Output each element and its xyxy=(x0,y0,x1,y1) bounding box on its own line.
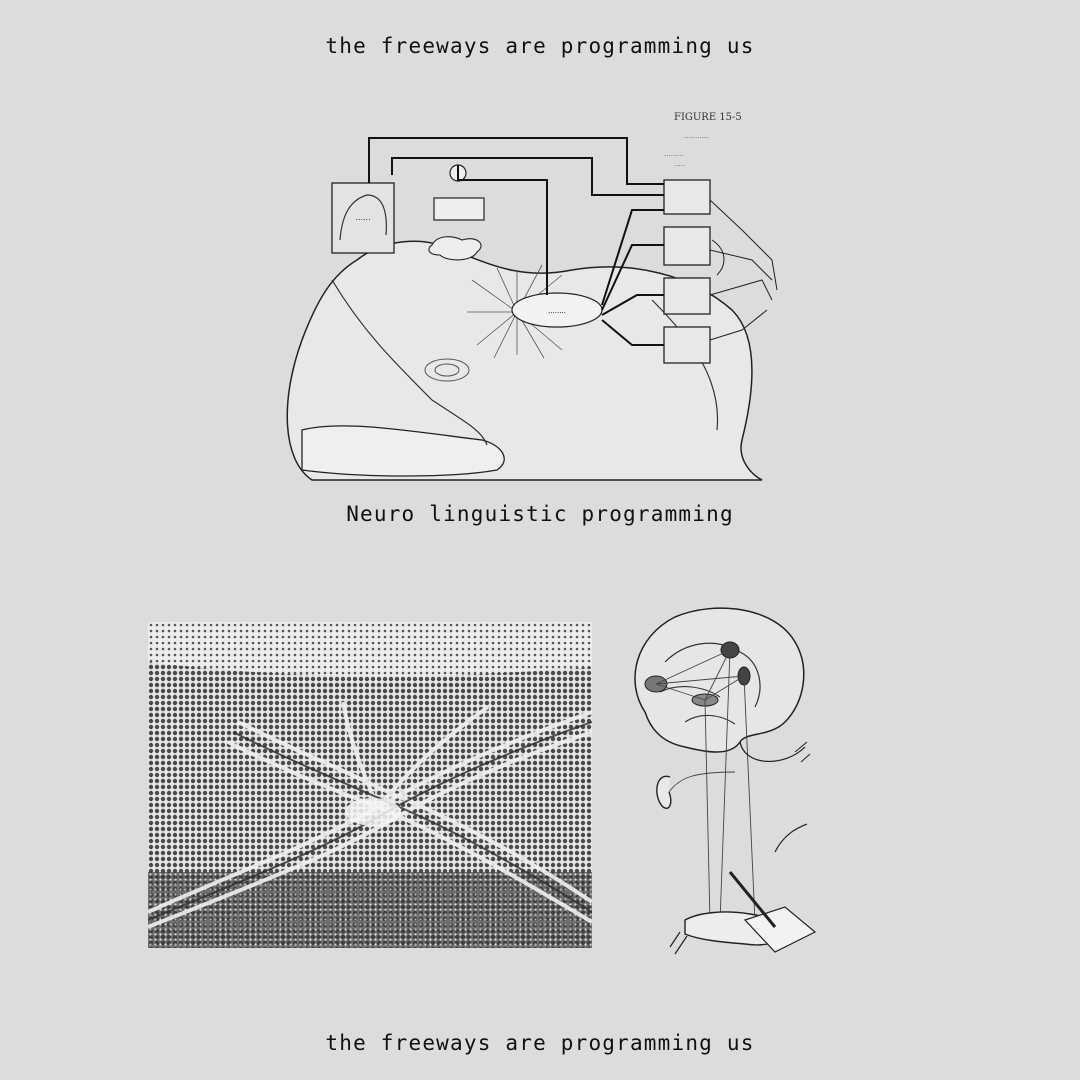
caption-top: the freeways are programming us xyxy=(325,34,755,58)
svg-text:........: ........ xyxy=(548,307,566,315)
caption-middle: Neuro linguistic programming xyxy=(346,502,734,526)
freeway-interchange-halftone-photo xyxy=(148,622,592,948)
svg-text:.........: ......... xyxy=(664,150,685,158)
svg-text:.....: ..... xyxy=(674,160,686,168)
svg-text:...........: ........... xyxy=(684,132,709,140)
figure-label: FIGURE 15-5 xyxy=(674,112,742,123)
seated-figure-diagram-illustration xyxy=(272,100,788,490)
svg-text:......: ...... xyxy=(355,213,371,222)
caption-bottom: the freeways are programming us xyxy=(325,1031,755,1055)
brain-hand-writing-illustration xyxy=(625,602,820,972)
